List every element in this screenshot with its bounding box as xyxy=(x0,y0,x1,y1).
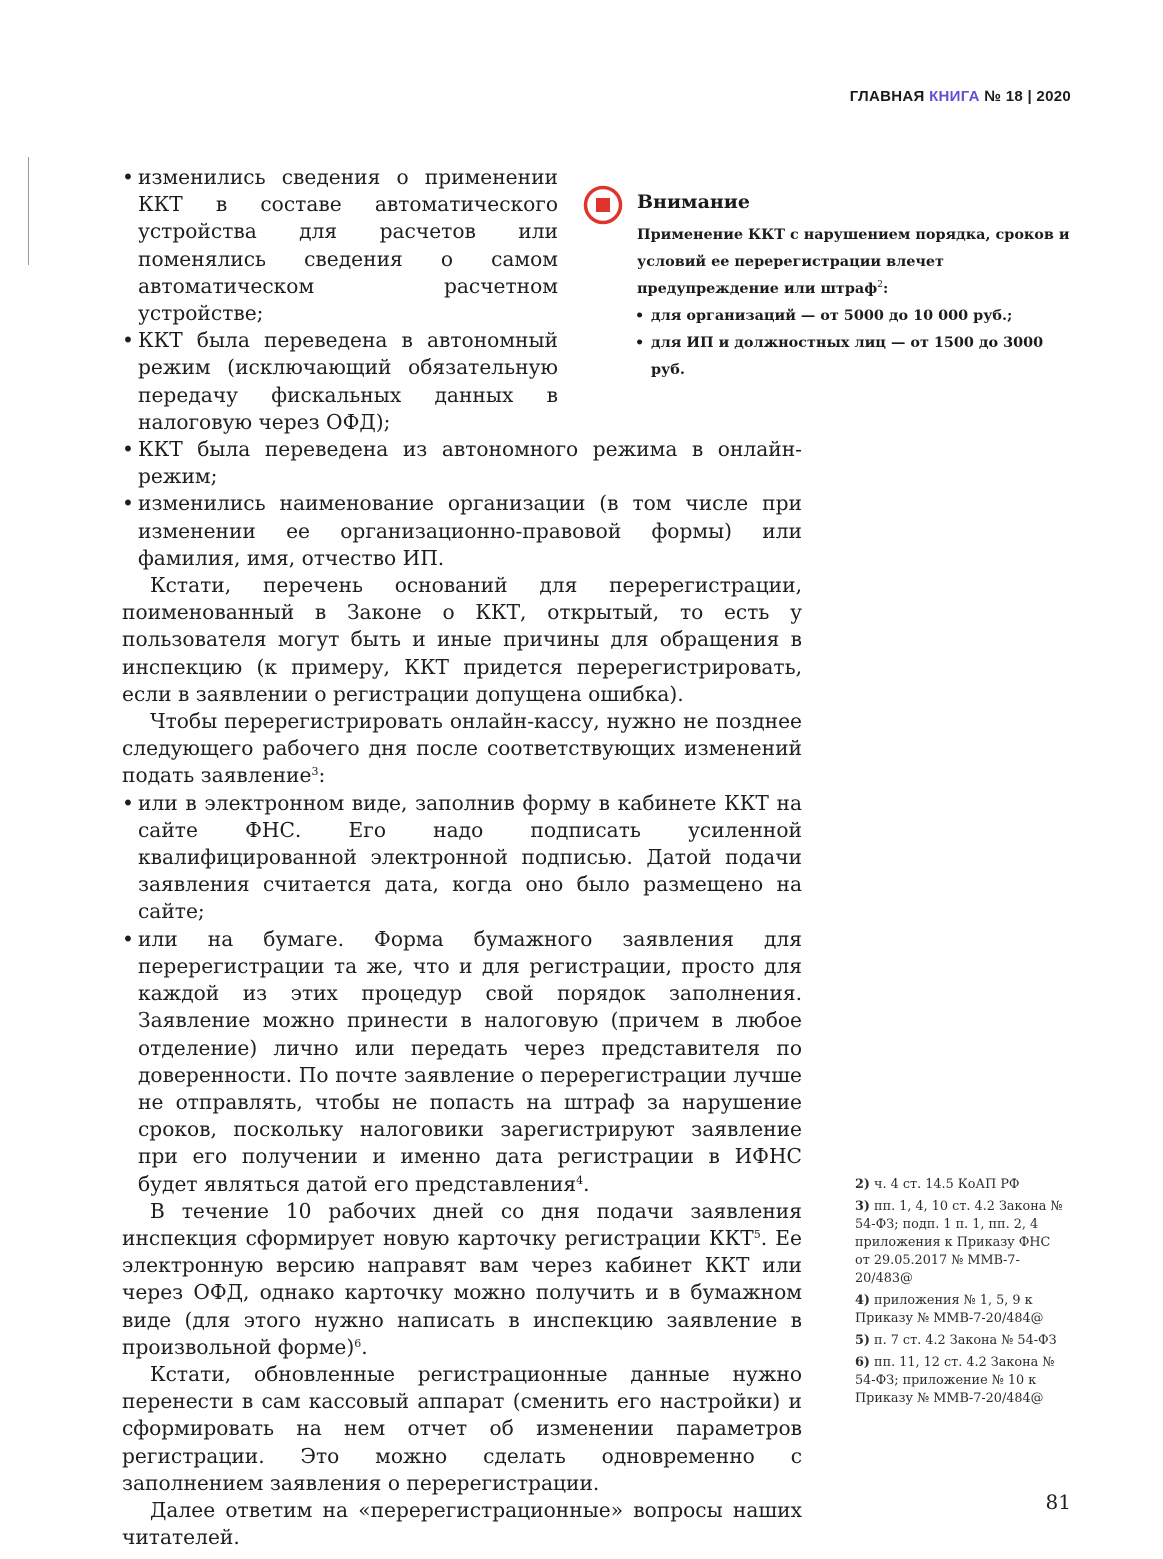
callout-title: Внимание xyxy=(637,191,750,213)
paragraph: Кстати, обновленные регистрационные данные нужно перенести в сам кассовый аппарат (сменить его настройки) и сформировать на нем отчет об изменении параметров регистрации. Это можно сделать одновременно с заполнением заявления о перерегистрации. xyxy=(122,1361,802,1495)
footnote xyxy=(855,1332,1065,1350)
footnote-ref: 3 xyxy=(311,765,319,779)
footnote-text: пп. 1, 4, 10 ст. 4.2 Закона № 54-ФЗ; подп. 1 п. 1, пп. 2, 4 приложения к Приказу ФНС от 29.05.2017 № ММВ-7-20/483@ xyxy=(855,1199,1063,1286)
running-header xyxy=(850,88,1071,105)
list-item xyxy=(122,926,802,1198)
footnote-ref: 4 xyxy=(576,1173,584,1187)
list-item: • изменились наименование организации (в том числе при изменении ее организационно-правовой формы) или фамилия, имя, отчество ИП. xyxy=(122,490,802,572)
callout-fine-list xyxy=(637,302,1077,383)
footnote xyxy=(855,1354,1065,1408)
callout-body xyxy=(637,221,1077,383)
list-item-text: или на бумаге. Форма бумажного заявления для перерегистрации та же, что и для регистрации, просто для каждой из этих процедур свой порядок заполнения. Заявление можно принести в налоговую (причем в любое отделение) лично или передать через представителя по доверенности. По почте заявление о перерегистрации лучше не отправлять, чтобы не попасть на штраф за нарушение сроков, поскольку налоговики зарегистрируют заявление при его получении и именно дата регистрации в ИФНС будет являться датой его представления xyxy=(138,926,802,1196)
list-item: • или в электронном виде, заполнив форму в кабинете ККТ на сайте ФНС. Его надо подписать усиленной квалифицированной электронной подписью. Датой подачи заявления считается дата, когда оно было размещено на сайте; xyxy=(122,790,802,926)
header-magazine-name: ГЛАВНАЯ xyxy=(849,88,930,105)
paragraph xyxy=(122,1198,802,1361)
footnote-number: 6) xyxy=(855,1355,870,1370)
paragraph-end: : xyxy=(318,763,326,788)
footnote-ref: 6 xyxy=(354,1336,362,1350)
footnote-text: пп. 11, 12 ст. 4.2 Закона № 54-ФЗ; приложение № 10 к Приказу № ММВ-7-20/484@ xyxy=(855,1355,1055,1406)
footnote-ref: 2 xyxy=(877,280,883,290)
footnote xyxy=(855,1292,1065,1328)
footnotes xyxy=(855,1176,1065,1412)
footnote-number: 4) xyxy=(855,1293,870,1308)
page-number: 81 xyxy=(1045,1490,1071,1514)
bullet-list-methods xyxy=(122,790,802,1198)
footnote-text: ч. 4 ст. 14.5 КоАП РФ xyxy=(874,1177,1020,1192)
paragraph: Далее ответим на «перерегистрационные» вопросы наших читателей. xyxy=(122,1497,802,1550)
header-issue: № 18 | 2020 xyxy=(979,88,1071,105)
footnote xyxy=(855,1176,1065,1194)
list-item: • для организаций — от 5000 до 10 000 руб.; xyxy=(637,302,1077,329)
footnote-ref: 5 xyxy=(753,1227,761,1241)
stop-icon xyxy=(583,185,623,225)
paragraph: Кстати, перечень оснований для перерегистрации, поименованный в Законе о ККТ, открытый, то есть у пользователя могут быть и иные причины для обращения в инспекцию (к примеру, ККТ придется перерегистрировать, если в заявлении о регистрации допущена ошибка). xyxy=(122,573,802,706)
paragraph-text: . Ее электронную версию направят вам через кабинет ККТ или через ОФД, однако карточку можно получить и в бумажном виде (для этого нужно написать в инспекцию заявление в произвольной форме) xyxy=(122,1225,802,1359)
list-item-end: . xyxy=(583,1171,590,1196)
footnote-number: 3) xyxy=(855,1199,870,1214)
paragraph-text: В течение 10 рабочих дней со дня подачи заявления инспекция сформирует новую карточку регистрации ККТ xyxy=(122,1198,802,1250)
footnote-text: приложения № 1, 5, 9 к Приказу № ММВ-7-20/484@ xyxy=(855,1293,1044,1326)
callout-sentence-end: : xyxy=(882,280,889,297)
list-item: • для ИП и должностных лиц — от 1500 до 3000 руб. xyxy=(637,329,1077,383)
footnote-number: 5) xyxy=(855,1333,870,1348)
footnote-text: п. 7 ст. 4.2 Закона № 54-ФЗ xyxy=(874,1333,1057,1348)
margin-rule xyxy=(28,157,29,265)
footnote-number: 2) xyxy=(855,1177,870,1192)
paragraph-end: . xyxy=(361,1334,368,1359)
paragraph xyxy=(122,708,802,790)
footnote xyxy=(855,1198,1065,1288)
list-item: • ККТ была переведена из автономного режима в онлайн-режим; xyxy=(122,436,802,490)
list-item: • изменились сведения о применении ККТ в составе автоматического устройства для расчетов или поменялись сведения о самом автоматическом расчетном устройстве; xyxy=(122,164,558,327)
list-item: • ККТ была переведена в автономный режим (исключающий обязательную передачу фискальных данных в налоговую через ОФД); xyxy=(122,327,558,436)
header-magazine-accent: КНИГА xyxy=(929,88,980,105)
paragraph-text: Чтобы перерегистрировать онлайн-кассу, нужно не позднее следующего рабочего дня после соответствующих изменений подать заявление xyxy=(122,709,802,788)
callout-text xyxy=(637,221,1077,302)
callout-sentence: Применение ККТ с нарушением порядка, сроков и условий ее перерегистрации влечет предупреждение или штраф xyxy=(637,226,1070,297)
